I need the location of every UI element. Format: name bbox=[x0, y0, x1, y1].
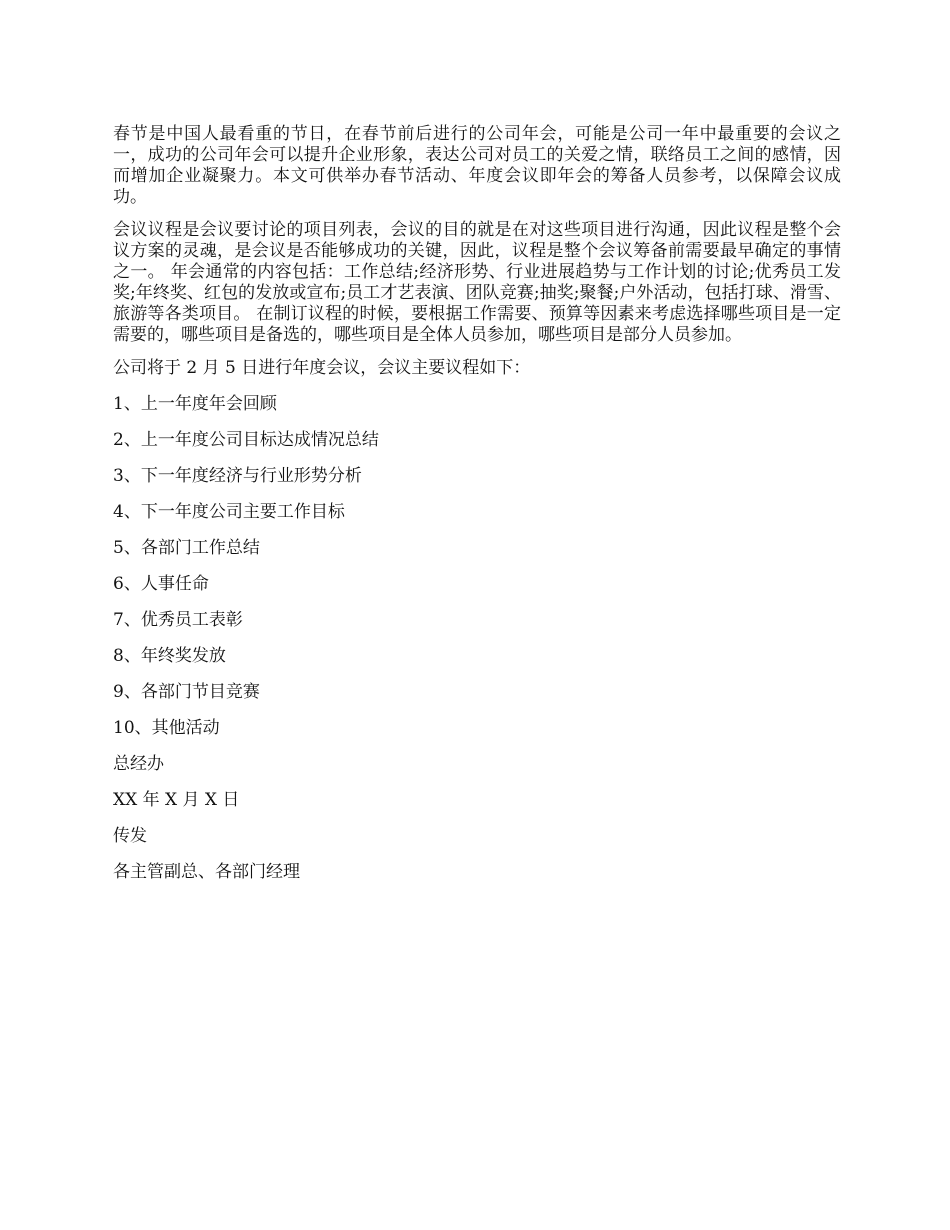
agenda-item: 5、各部门工作总结 bbox=[113, 538, 260, 558]
agenda-item: 3、下一年度经济与行业形势分析 bbox=[113, 466, 362, 486]
agenda-item: 10、其他活动 bbox=[113, 718, 220, 738]
closing-block bbox=[113, 754, 841, 883]
agenda-item: 9、各部门节目竞赛 bbox=[113, 682, 260, 702]
agenda-item: 7、优秀员工表彰 bbox=[113, 610, 243, 630]
document-page bbox=[113, 124, 841, 898]
issue-date: XX 年 X 月 X 日 bbox=[113, 790, 240, 810]
agenda-item: 6、人事任命 bbox=[113, 574, 209, 594]
intro-paragraph: 春节是中国人最看重的节日，在春节前后进行的公司年会，可能是公司一年中最重要的会议之一，成功的公司年会可以提升企业形象，表达公司对员工的关爱之情，联络员工之间的感情，因而增加企业凝聚力。本文可供举办春节活动、年度会议即年会的筹备人员参考，以保障会议成功。 bbox=[113, 124, 841, 207]
distribution-label: 传发 bbox=[113, 826, 147, 846]
agenda-item: 2、上一年度公司目标达成情况总结 bbox=[113, 430, 379, 450]
agenda-description-paragraph: 会议议程是会议要讨论的项目列表，会议的目的就是在对这些项目进行沟通，因此议程是整个会议方案的灵魂，是会议是否能够成功的关键，因此，议程是整个会议筹备前需要最早确定的事情之一。 年会通常的内容包括：工作总结;经济形势、行业进展趋势与工作计划的讨论;优秀员工发奖;年终奖、红包的发放或宣布;员工才艺表演、团队竞赛;抽奖;聚餐;户外活动，包括打球、滑雪、旅游等各类项目。 在制订议程的时候，要根据工作需要、预算等因素来考虑选择哪些项目是一定需要的，哪些项目是备选的，哪些项目是全体人员参加，哪些项目是部分人员参加。 bbox=[113, 220, 841, 345]
agenda-item: 8、年终奖发放 bbox=[113, 646, 226, 666]
agenda-list bbox=[113, 394, 841, 739]
agenda-item: 4、下一年度公司主要工作目标 bbox=[113, 502, 345, 522]
agenda-intro: 公司将于 2 月 5 日进行年度会议，会议主要议程如下： bbox=[113, 358, 531, 378]
agenda-item: 1、上一年度年会回顾 bbox=[113, 394, 277, 414]
recipients: 各主管副总、各部门经理 bbox=[113, 862, 300, 882]
issuer: 总经办 bbox=[113, 754, 164, 774]
